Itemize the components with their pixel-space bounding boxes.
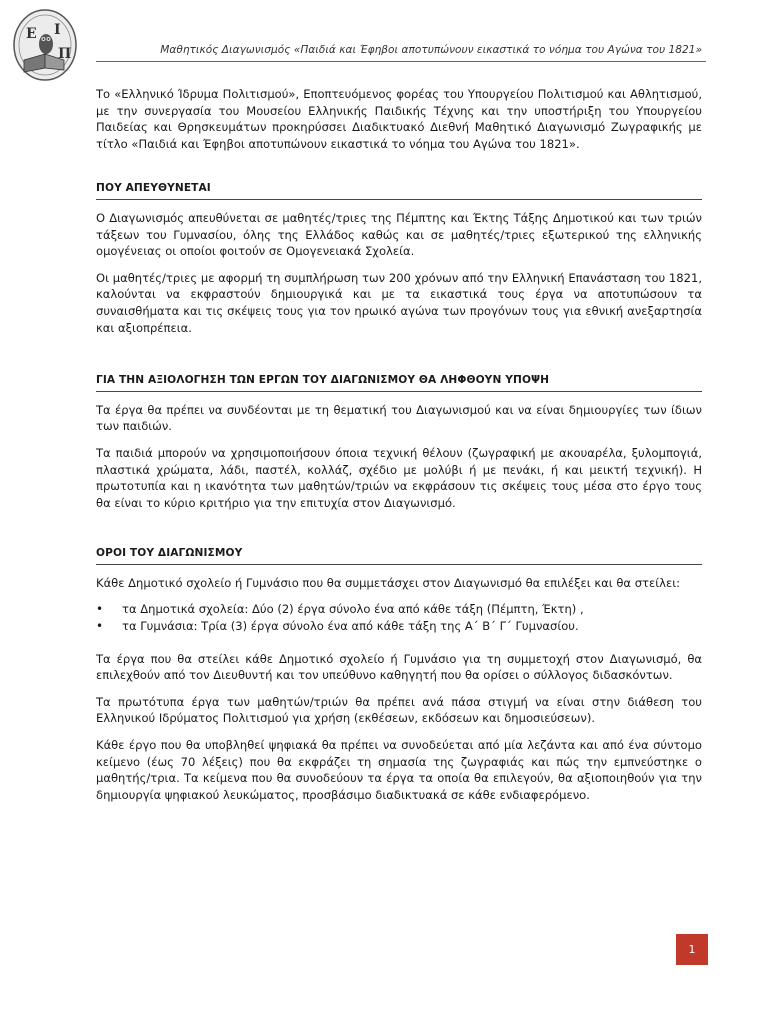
header-title: Μαθητικός Διαγωνισμός «Παιδιά και Έφηβοι αποτυπώνουν εικαστικά το νόημα του Αγώνα του 1821» bbox=[160, 44, 702, 56]
svg-text:Π: Π bbox=[58, 46, 72, 62]
list-item-text: τα Γυμνάσια: Τρία (3) έργα σύνολο ένα από κάθε τάξη της Α΄ Β΄ Γ΄ Γυμνασίου. bbox=[122, 619, 579, 634]
list-item bbox=[96, 618, 702, 635]
list-item-text: τα Δημοτικά σχολεία: Δύο (2) έργα σύνολο ένα από κάθε τάξη (Πέμπτη, Έκτη) , bbox=[122, 602, 584, 617]
bullet-icon: • bbox=[96, 619, 104, 634]
evaluation-paragraph-1: Τα έργα θα πρέπει να συνδέονται με τη θεματική του Διαγωνισμού και να είναι δημιουργίες των ίδιων των παιδιών. bbox=[96, 402, 702, 434]
audience-paragraph-2: Οι μαθητές/τριες με αφορμή τη συμπλήρωση των 200 χρόνων από την Ελληνική Επανάσταση του 1821, καλούνται να εκφραστούν δημιουργικά και με τα εικαστικά τους έργα να αποτυπώσουν τα συναισθήματα και τις σκέψεις τους για τον ηρωικό αγώνα των προγόνων τους για εθνική ανεξαρτησία και αξιοπρέπεια. bbox=[96, 270, 702, 335]
terms-paragraph-3: Τα πρωτότυπα έργα των μαθητών/τριών θα πρέπει ανά πάσα στιγμή να είναι στην διάθεση του Ελληνικού Ιδρύματος Πολιτισμού για χρήση (εκθέσεων, εκδόσεων και δημοσιεύσεων). bbox=[96, 694, 702, 726]
section-heading-evaluation: ΓΙΑ ΤΗΝ ΑΞΙΟΛΟΓΗΣΗ ΤΩΝ ΕΡΓΩΝ ΤΟΥ ΔΙΑΓΩΝΙΣΜΟΥ ΘΑ ΛΗΦΘΟΥΝ ΥΠΟΨΗ bbox=[96, 372, 702, 392]
list-item bbox=[96, 601, 702, 618]
intro-paragraph: Το «Ελληνικό Ίδρυμα Πολιτισμού», Εποπτευόμενος φορέας του Υπουργείου Πολιτισμού και Αθλητισμού, με την συνεργασία του Μουσείου Ελληνικής Παιδικής Τέχνης και την υποστήριξη του Υπουργείου Παιδείας και Θρησκευμάτων προκηρύσσει Διαδικτυακό Διεθνή Μαθητικό Διαγωνισμό Ζωγραφικής με τίτλο «Παιδιά και Έφηβοι αποτυπώνουν εικαστικά το νόημα του Αγώνα του 1821». bbox=[96, 87, 702, 151]
terms-paragraph-1: Κάθε Δημοτικό σχολείο ή Γυμνάσιο που θα συμμετάσχει στον Διαγωνισμό θα επιλέξει και θα στείλει: bbox=[96, 575, 680, 590]
bullet-icon: • bbox=[96, 602, 104, 617]
terms-bullet-list bbox=[96, 601, 702, 634]
svg-text:Ι: Ι bbox=[54, 22, 61, 38]
audience-paragraph-1: Ο Διαγωνισμός απευθύνεται σε μαθητές/τριες της Πέμπτης και Έκτης Τάξης Δημοτικού και των τριών τάξεων του Γυμνασίου, όλης της Ελλάδος καθώς και σε μαθητές/τριες εξωτερικού της ελληνικής ομογένειας οι οποίοι φοιτούν σε Ομογενειακά Σχολεία. bbox=[96, 210, 702, 259]
svg-text:Ε: Ε bbox=[26, 26, 37, 42]
page-number-badge: 1 bbox=[676, 934, 708, 965]
section-heading-audience: ΠΟΥ ΑΠΕΥΘΥΝΕΤΑΙ bbox=[96, 180, 702, 200]
header-divider bbox=[96, 61, 706, 62]
institute-logo bbox=[12, 8, 78, 82]
evaluation-paragraph-2: Τα παιδιά μπορούν να χρησιμοποιήσουν όποια τεχνική θέλουν (ζωγραφική με ακουαρέλα, ξυλομπογιά, πλαστικά χρώματα, λάδι, παστέλ, κολλάζ, σχέδιο με μολύβι ή με πενάκι, ή και μεικτή τεχνική). Η πρωτοτυπία και η ικανότητα των μαθητών/τριών να εκφράσουν τις σκέψεις τους μέσα στο έργο τους θα είναι το κύριο κριτήριο για την επιτυχία στον Διαγωνισμό. bbox=[96, 445, 702, 510]
section-heading-terms: ΟΡΟΙ ΤΟΥ ΔΙΑΓΩΝΙΣΜΟΥ bbox=[96, 545, 702, 565]
document-body bbox=[96, 86, 702, 813]
terms-paragraph-4: Κάθε έργο που θα υποβληθεί ψηφιακά θα πρέπει να συνοδεύεται από μία λεζάντα και από ένα σύντομο κείμενο (έως 70 λέξεις) που θα εκφράζει τη σημασία της ζωγραφιάς και πώς την εμπνεύστηκε ο μαθητής/τρια. Τα κείμενα που θα συνοδεύουν τα έργα τα οποία θα επιλεγούν, θα αξιοποιηθούν για την δημιουργία ψηφιακού λευκώματος, προσβάσιμο διαδικτυακά σε κάθε ενδιαφερόμενο. bbox=[96, 738, 702, 802]
terms-paragraph-2: Τα έργα που θα στείλει κάθε Δημοτικό σχολείο ή Γυμνάσιο για τη συμμετοχή στον Διαγωνισμό, θα επιλεχθούν από τον Διευθυντή και τον υπεύθυνο καθηγητή που θα ορίσει ο σύλλογος διδασκόντων. bbox=[96, 651, 702, 683]
